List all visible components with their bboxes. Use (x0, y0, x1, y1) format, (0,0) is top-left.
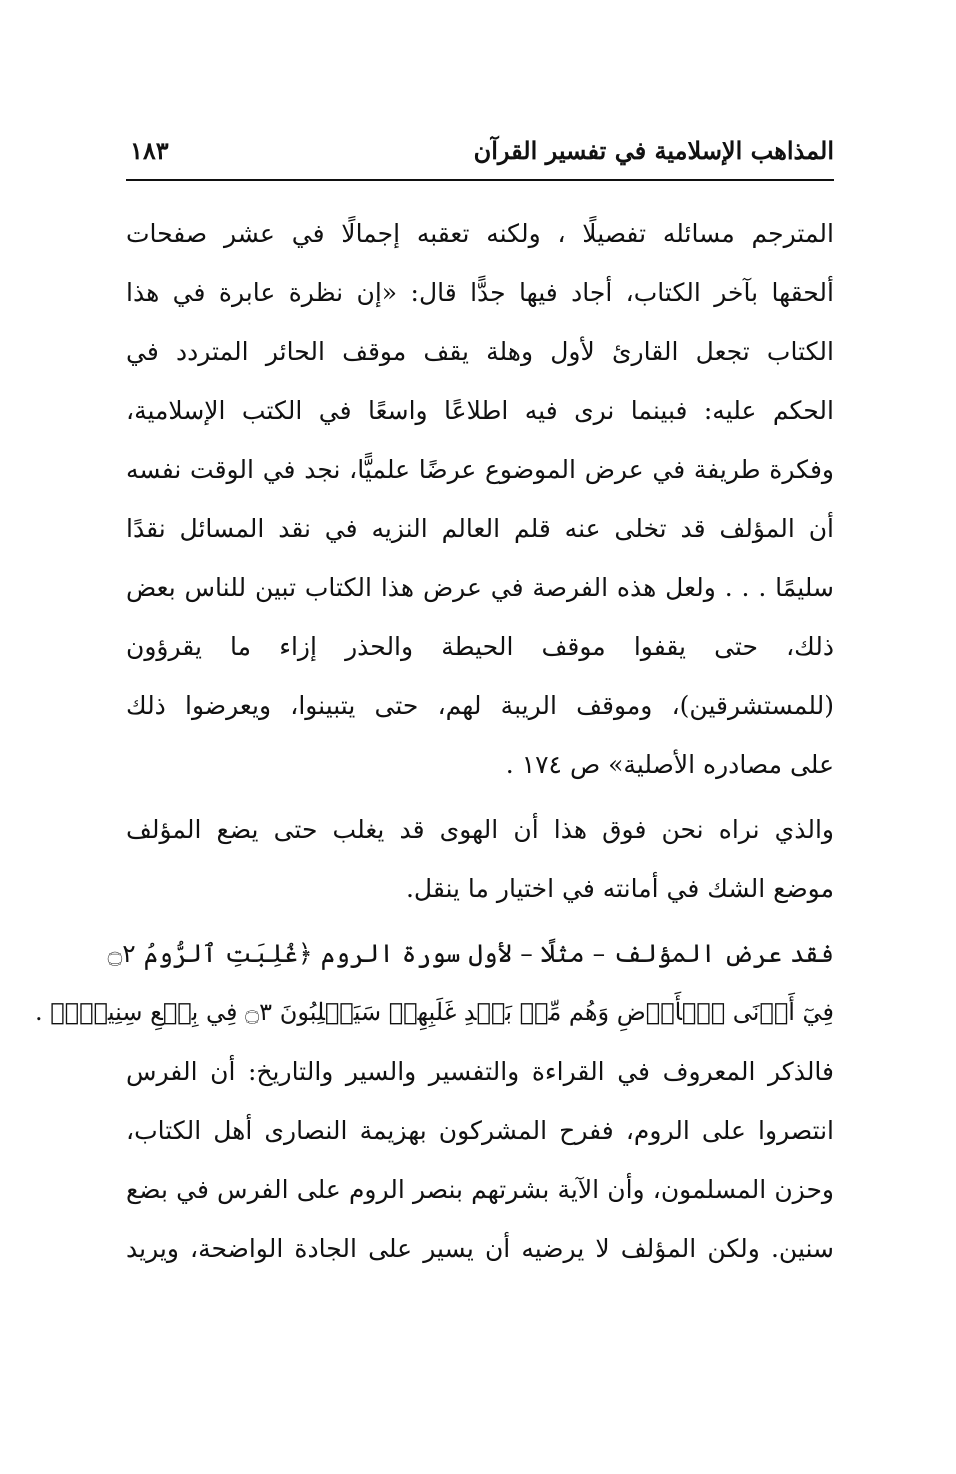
text-line: سليمًا . . . ولعل هذه الفرصة في عرض هذا الكتاب تبين للناس بعض (126, 573, 834, 602)
text-line: الكتاب تجعل القارئ لأول وهلة يقف موقف الحائر المتردد في (126, 337, 834, 366)
paragraph-1 (126, 204, 834, 794)
quran-verse-line: فِيٓ أَدۡنَى ٱلۡأَرۡضِ وَهُم مِّنۢ بَعۡدِ غَلَبِهِمۡ سَيَغۡلِبُونَ ۝٣ فِي بِضۡعِ سِنِينَۗ﴾ . (35, 998, 834, 1026)
text-line: وحزن المسلمون، وأن الآية بشرتهم بنصر الروم على الفرس في بضع (126, 1175, 834, 1204)
text-line: (للمستشرقين)، وموقف الريبة لهم، حتى يتبينوا، ويعرضوا ذلك (126, 691, 834, 720)
text-line: ذلك، حتى يقفوا موقف الحيطة والحذر إزاء ما يقرؤون (126, 632, 834, 661)
text-line: فالذكر المعروف في القراءة والتفسير والسير والتاريخ: أن الفرس (126, 1057, 834, 1086)
running-header (126, 130, 834, 176)
paragraph-3 (35, 924, 834, 1278)
text-line: انتصروا على الروم، ففرح المشركون بهزيمة النصارى أهل الكتاب، (126, 1116, 834, 1145)
text-line: سنين. ولكن المؤلف لا يرضيه أن يسير على الجادة الواضحة، ويريد (126, 1234, 834, 1263)
header-divider (126, 179, 834, 181)
text-line: فقد عرض المؤلف – مثلًا – لأول سورة الروم ﴿غُلِبَتِ ٱلرُّومُ ۝٢ (107, 939, 834, 968)
page-body (35, 204, 834, 1278)
text-line: الحكم عليه: فبينما نرى فيه اطلاعًا واسعًا في الكتب الإسلامية، (126, 396, 834, 425)
text-line: على مصادره الأصلية» ص ١٧٤ . (505, 750, 834, 779)
text-line: موضع الشك في أمانته في اختيار ما ينقل. (405, 874, 834, 903)
text-line: ألحقها بآخر الكتاب، أجاد فيها جدًّا قال: «إن نظرة عابرة في هذا (126, 278, 834, 307)
page-number: ١٨٣ (130, 136, 169, 165)
book-title: المذاهب الإسلامية في تفسير القرآن (473, 136, 834, 165)
text-line: المترجم مسائله تفصيلًا ، ولكنه تعقبه إجمالًا في عشر صفحات (126, 219, 834, 248)
paragraph-2 (126, 800, 834, 918)
text-line: وفكرة طريفة في عرض الموضوع عرضًا علميًّا، نجد في الوقت نفسه (126, 455, 834, 484)
text-line: والذي نراه نحن فوق هذا أن الهوى قد يغلب حتى يضع المؤلف (126, 815, 834, 844)
text-line: أن المؤلف قد تخلى عنه قلم العالم النزيه في نقد المسائل نقدًا (126, 514, 834, 543)
